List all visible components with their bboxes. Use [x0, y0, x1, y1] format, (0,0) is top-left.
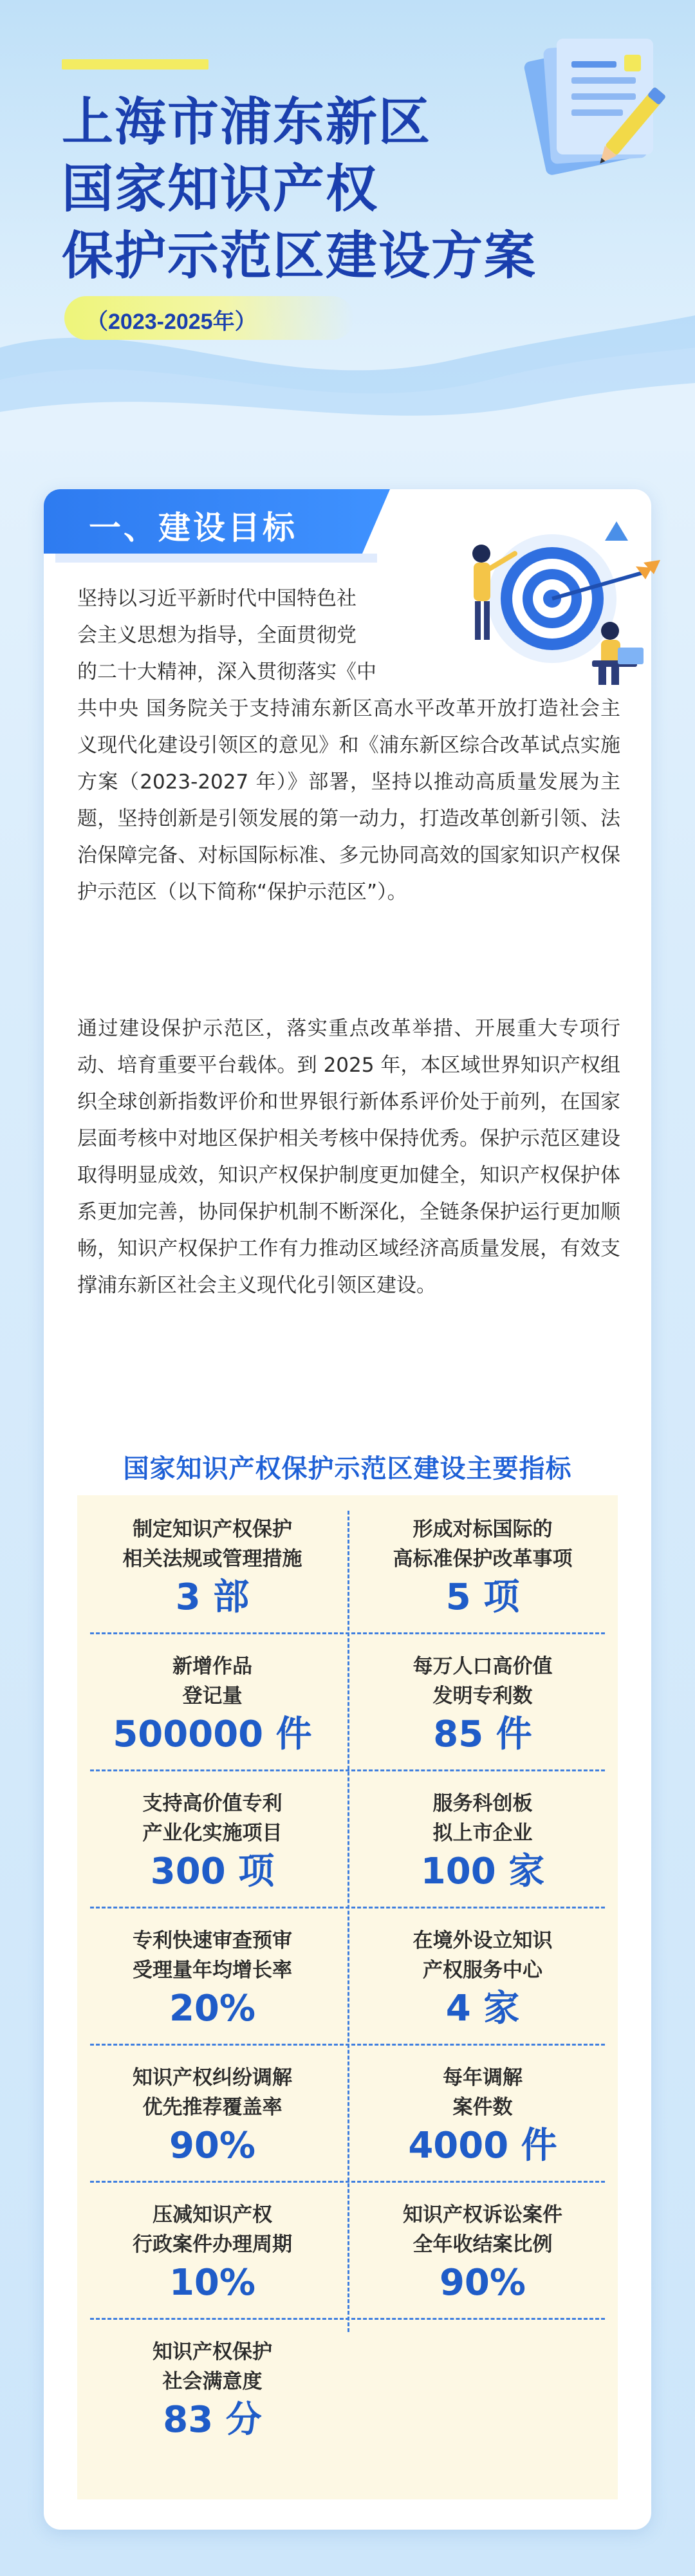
content-card — [44, 489, 651, 2530]
intro-paragraph-part-1 — [77, 581, 438, 691]
text-line: 坚持以习近平新时代中国特色社 — [77, 587, 357, 610]
indicator-label-line: 高标准保护改革事项 — [393, 1547, 573, 1571]
grid-horizontal-divider — [90, 1907, 605, 1909]
intro-paragraph-part-2: 共中央 国务院关于支持浦东新区高水平改革开放打造社会主义现代化建设引领区的意见》和《浦东新区综合改革试点实施方案（2023-2027 年）》部署，坚持以推动高质量发展为主题，坚持创新是引领发展的第一动力，打造改革创新引领、法治保障完备、对标国际标准、多元协同高效的国家知识产权保护示范区（以下简称“保护示范区”）。 — [77, 697, 620, 904]
grid-horizontal-divider — [90, 2044, 605, 2046]
indicator-label — [354, 1789, 611, 1848]
indicator-label — [354, 2200, 611, 2259]
indicator-cell — [348, 1495, 618, 1632]
text-line: 会主义思想为指导，全面贯彻党 — [77, 624, 357, 647]
indicator-label-line: 服务科创板 — [432, 1792, 533, 1815]
indicators-grid — [77, 1495, 618, 2499]
indicator-cell — [348, 1769, 618, 1907]
indicator-label-line: 每万人口高价值 — [412, 1655, 553, 1678]
indicator-label-line: 压减知识产权 — [153, 2203, 272, 2226]
indicator-label-line: 社会满意度 — [162, 2370, 263, 2393]
indicator-value: 300 项 — [150, 1851, 275, 1892]
indicator-value: 85 件 — [433, 1713, 532, 1755]
indicator-label-line: 在境外设立知识 — [412, 1929, 553, 1952]
indicator-label — [84, 2337, 341, 2396]
indicator-value: 500000 件 — [113, 1713, 312, 1755]
indicator-label-line: 形成对标国际的 — [412, 1518, 553, 1541]
grid-horizontal-divider — [90, 2318, 605, 2320]
indicator-cell — [77, 2044, 348, 2181]
indicator-value: 10% — [169, 2262, 256, 2304]
indicator-value: 4 家 — [445, 1988, 520, 2030]
indicator-cell — [348, 2044, 618, 2181]
indicator-cell — [348, 1907, 618, 2044]
indicator-value: 100 家 — [420, 1851, 545, 1892]
indicators-heading: 国家知识产权保护示范区建设主要指标 — [123, 1454, 572, 1484]
indicator-label — [84, 1789, 341, 1848]
indicator-value: 20% — [169, 1988, 256, 2030]
indicator-cell — [77, 1632, 348, 1769]
indicator-cell — [77, 2181, 348, 2318]
indicator-cell — [348, 2181, 618, 2318]
indicator-label-line: 拟上市企业 — [432, 1822, 533, 1845]
indicator-label-line: 专利快速审查预审 — [133, 1929, 292, 1952]
indicator-label-line: 发明专利数 — [432, 1685, 533, 1708]
documents-pencil-icon — [496, 26, 689, 180]
indicator-label-line: 全年收结案比例 — [412, 2233, 553, 2256]
section-banner-shadow — [55, 554, 377, 563]
indicator-label-line: 知识产权保护 — [153, 2340, 272, 2364]
grid-horizontal-divider — [90, 1632, 605, 1634]
year-label: （2023-2025年） — [86, 310, 257, 334]
indicator-cell — [77, 1495, 348, 1632]
indicator-label — [354, 2063, 611, 2122]
indicator-label-line: 优先推荐覆盖率 — [142, 2096, 283, 2119]
title-line: 国家知识产权 — [62, 159, 378, 219]
indicator-label-line: 知识产权诉讼案件 — [403, 2203, 562, 2226]
page-header — [0, 0, 695, 451]
indicator-value: 3 部 — [175, 1576, 250, 1618]
goal-paragraph: 通过建设保护示范区，落实重点改革举措、开展重大专项行动、培育重要平台载体。到 2025 年，本区域世界知识产权组织全球创新指数评价和世界银行新体系评价处于前列，在国家层面考核中对地区保护相关考核中保持优秀。保护示范区建设取得明显成效，知识产权保护制度更加健全，知识产权保护体系更加完善，协同保护机制不断深化，全链条保护运行更加顺畅，知识产权保护工作有力推动区域经济高质量发展，有效支撑浦东新区社会主义现代化引领区建设。 — [77, 1017, 620, 1297]
indicator-value: 4000 件 — [408, 2125, 557, 2167]
indicator-label-line: 制定知识产权保护 — [133, 1518, 292, 1541]
indicator-value: 83 分 — [163, 2399, 262, 2441]
title-line: 上海市浦东新区 — [62, 92, 431, 152]
indicator-label-line: 受理量年均增长率 — [133, 1959, 292, 1982]
indicator-label — [84, 2063, 341, 2122]
indicator-label-line: 登记量 — [182, 1685, 243, 1708]
title-line: 保护示范区建设方案 — [62, 226, 537, 286]
section-title: 一、建设目标 — [89, 509, 297, 546]
indicator-label-line: 行政案件办理周期 — [133, 2233, 292, 2256]
indicator-label-line: 知识产权纠纷调解 — [133, 2066, 292, 2089]
indicator-label-line: 案件数 — [452, 2096, 513, 2119]
page-title — [62, 89, 537, 290]
indicator-value: 90% — [439, 2262, 526, 2304]
indicator-label-line: 产权服务中心 — [423, 1959, 542, 1982]
indicator-cell — [77, 1907, 348, 2044]
indicator-label — [354, 1652, 611, 1711]
text-line: 的二十大精神，深入贯彻落实《中 — [77, 660, 376, 684]
indicator-label-line: 每年调解 — [443, 2066, 523, 2089]
target-arrow-icon — [456, 515, 662, 695]
grid-horizontal-divider — [90, 2181, 605, 2183]
indicator-label — [84, 1652, 341, 1711]
year-badge — [64, 296, 354, 340]
indicator-label — [84, 1515, 341, 1574]
indicator-label-line: 支持高价值专利 — [142, 1792, 283, 1815]
title-accent-bar — [62, 59, 208, 70]
grid-horizontal-divider — [90, 1769, 605, 1771]
indicator-label — [84, 1926, 341, 1985]
indicator-label-line: 新增作品 — [172, 1655, 252, 1678]
indicator-label-line: 相关法规或管理措施 — [122, 1547, 302, 1571]
indicator-label — [354, 1926, 611, 1985]
indicator-cell — [77, 2318, 348, 2455]
indicator-label — [84, 2200, 341, 2259]
indicator-value: 90% — [169, 2125, 256, 2167]
indicator-value: 5 项 — [445, 1576, 520, 1618]
indicator-label — [354, 1515, 611, 1574]
indicator-label-line: 产业化实施项目 — [142, 1822, 283, 1845]
indicator-cell — [348, 1632, 618, 1769]
indicator-cell — [77, 1769, 348, 1907]
